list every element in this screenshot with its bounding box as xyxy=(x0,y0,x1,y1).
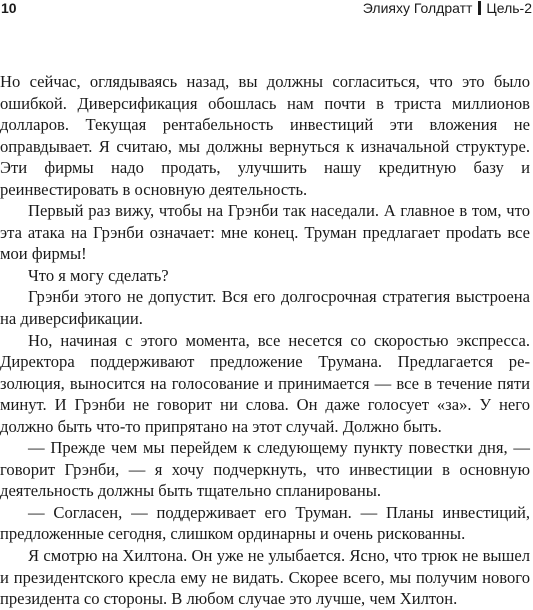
paragraph-2: Первый раз вижу, чтобы на Грэнби так наседали. А главное в том, что эта атака на Грэнби означает: мне конец. Труман предлагает проdать все мои фирмы! xyxy=(0,201,530,264)
paragraph-1: Но сейчас, оглядываясь назад, вы должны согласиться, что это было ошибкой. Диверсификация обошлась нам почти в триста миллионов долларов. Текущая рентабельность инвестиций эти вложения не оправдывает. Я считаю, мы должны вернуться к изначальной структуре. Эти фирмы надо продать, улучшить нашу кредитную базу и реинвестировать в основную деятельность. xyxy=(0,72,530,199)
paragraph-4: Грэнби этого не допустит. Вся его долгосрочная стратегия выстроена на диверсификации. xyxy=(0,287,530,329)
book-title: Цель-2 xyxy=(486,0,532,16)
page-header xyxy=(0,0,533,18)
page-number: 10 xyxy=(1,0,17,16)
paragraph-6: — Прежде чем мы перейдем к следующему пункту повестки дня, — говорит Грэнби, — я хочу подчеркнуть, что инвестиции в основную деятельность должны быть тщательно спланированы. xyxy=(0,438,530,501)
header-separator xyxy=(478,1,481,15)
author-name: Элияху Голдратт xyxy=(362,0,473,16)
paragraph-5: Но, начиная с этого момента, все несется со скоростью экспресса. Директора поддерживают предложение Трумана. Предлагается резолюция, выносится на голосование и принимается — все в течение пяти минут. И Грэнби не говорит ни слова. Он даже голосует «за». У него должно быть что-то припрятано на этот случай. Должно быть. xyxy=(0,330,530,436)
paragraph-7: — Согласен, — поддерживает его Труман. — Планы инвестиций, предложенные сегодня, слишком ординарны и очень рискованны. xyxy=(0,502,530,544)
paragraph-3: Что я могу сделать? xyxy=(28,265,169,285)
paragraph-8: Я смотрю на Хилтона. Он уже не улыбается. Ясно, что трюк не вышел и президентского кресла ему не видать. Скорее всего, мы получим нового президента со стороны. В любом случае это лучше, чем Хилтон. xyxy=(0,546,530,609)
body-text xyxy=(0,71,530,610)
running-head xyxy=(363,0,532,17)
